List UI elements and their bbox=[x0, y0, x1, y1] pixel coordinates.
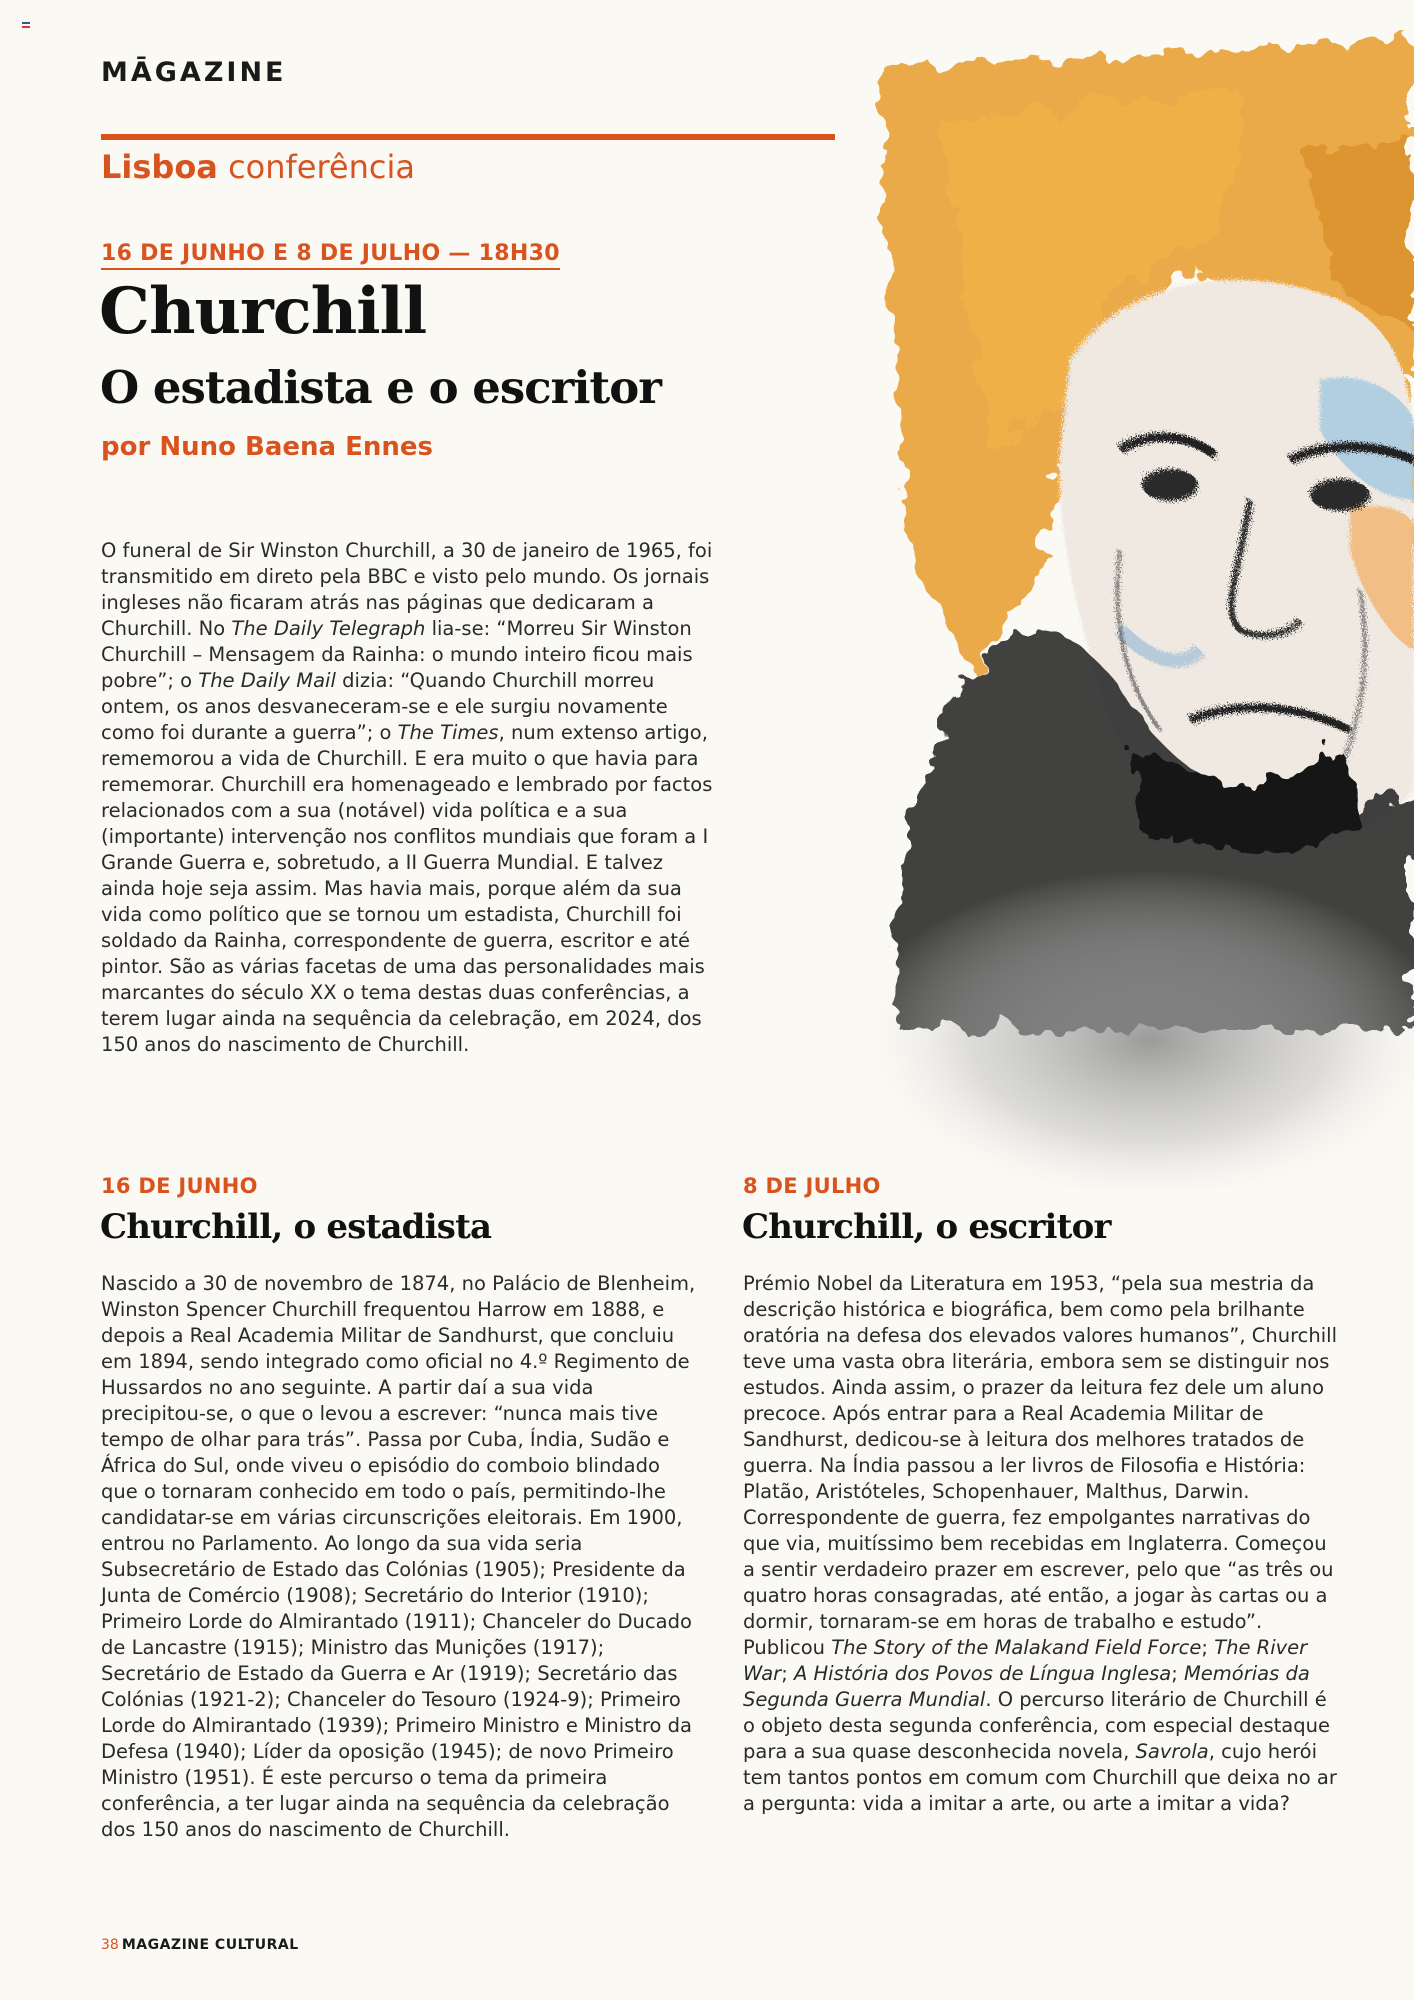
churchill-portrait-illustration bbox=[820, 30, 1414, 1190]
corner-flag-mark bbox=[22, 22, 30, 28]
section-label bbox=[101, 148, 415, 186]
author-byline: por Nuno Baena Ennes bbox=[101, 432, 434, 462]
session1-title: Churchill, o estadista bbox=[100, 1207, 492, 1247]
event-dateline: 16 DE JUNHO E 8 DE JULHO — 18H30 bbox=[101, 241, 560, 270]
page-subtitle: O estadista e o escritor bbox=[100, 361, 661, 414]
page-title: Churchill bbox=[99, 274, 427, 349]
section-city: Lisboa bbox=[101, 148, 218, 186]
session2-date: 8 DE JULHO bbox=[743, 1174, 881, 1198]
intro-paragraph: O funeral de Sir Winston Churchill, a 30 de janeiro de 1965, foi transmitido em direto pela BBC e visto pelo mundo. Os jornais ingleses não ficaram atrás nas páginas que dedicaram a Churchill. No The Daily Telegraph lia-se: “Morreu Sir Winston Churchill – Mensagem da Rainha: o mundo inteiro ficou mais pobre”; o The Daily Mail dizia: “Quando Churchill morreu ontem, os anos desvaneceram-se e ele surgiu novamente como foi durante a guerra”; o The Times, num extenso artigo, rememorou a vida de Churchill. E era muito o que havia para rememorar. Churchill era homenageado e lembrado por factos relacionados com a sua (notável) vida política e a sua (importante) intervenção nos conflitos mundiais que foram a I Grande Guerra e, sobretudo, a II Guerra Mundial. E talvez ainda hoje seja assim. Mas havia mais, porque além da sua vida como político que se tornou um estadista, Churchill foi soldado da Rainha, correspondente de guerra, escritor e até pintor. São as várias facetas de uma das personalidades mais marcantes do século XX o tema destas duas conferências, a terem lugar ainda na sequência da celebração, em 2024, dos 150 anos do nascimento de Churchill. bbox=[101, 539, 713, 1056]
session2-body: Prémio Nobel da Literatura em 1953, “pela sua mestria da descrição histórica e biográfica, bem como pela brilhante oratória na defesa dos elevados valores humanos”, Churchill teve uma vasta obra literária, embora sem se distinguir nos estudos. Ainda assim, o prazer da leitura fez dele um aluno precoce. Após entrar para a Real Academia Militar de Sandhurst, dedicou-se à leitura dos melhores tratados de guerra. Na Índia passou a ler livros de Filosofia e História: Platão, Aristóteles, Schopenhauer, Malthus, Darwin. Correspondente de guerra, fez empolgantes narrativas do que via, muitíssimo bem recebidas em Inglaterra. Começou a sentir verdadeiro prazer em escrever, pelo que “as três ou quatro horas consagradas, até então, a jogar às cartas ou a dormir, tornaram-se em horas de trabalho e estudo”. Publicou The Story of the Malakand Field Force; The River War; A História dos Povos de Língua Inglesa; Memórias da Segunda Guerra Mundial. O percurso literário de Churchill é o objeto desta segunda conferência, com especial destaque para a sua quase desconhecida novela, Savrola, cujo herói tem tantos pontos em comum com Churchill que deixa no ar a pergunta: vida a imitar a arte, ou arte a imitar a vida? bbox=[743, 1272, 1337, 1815]
magazine-brand-logo: MĀGAZINE bbox=[101, 57, 287, 88]
session2-title: Churchill, o escritor bbox=[742, 1207, 1111, 1247]
session1-body: Nascido a 30 de novembro de 1874, no Palácio de Blenheim, Winston Spencer Churchill frequentou Harrow em 1888, e depois a Real Academia Militar de Sandhurst, que concluiu em 1894, sendo integrado como oficial no 4.º Regimento de Hussardos no ano seguinte. A partir daí a sua vida precipitou-se, o que o levou a escrever: “nunca mais tive tempo de olhar para trás”. Passa por Cuba, Índia, Sudão e África do Sul, onde viveu o episódio do comboio blindado que o tornaram conhecido em todo o país, permitindo-lhe candidatar-se em várias circunscrições eleitorais. Em 1900, entrou no Parlamento. Ao longo da sua vida seria Subsecretário de Estado das Colónias (1905); Presidente da Junta de Comércio (1908); Secretário do Interior (1910); Primeiro Lorde do Almirantado (1911); Chanceler do Ducado de Lancastre (1915); Ministro das Munições (1917); Secretário de Estado da Guerra e Ar (1919); Secretário das Colónias (1921-2); Chanceler do Tesouro (1924-9); Primeiro Lorde do Almirantado (1939); Primeiro Ministro e Ministro da Defesa (1940); Líder da oposição (1945); de novo Primeiro Ministro (1951). É este percurso o tema da primeira conferência, a ter lugar ainda na sequência da celebração dos 150 anos do nascimento de Churchill. bbox=[101, 1272, 696, 1841]
page-number: 38 bbox=[101, 1937, 119, 1953]
publication-name: MAGAZINE CULTURAL bbox=[121, 1937, 299, 1953]
session1-date: 16 DE JUNHO bbox=[101, 1174, 258, 1198]
page-footer bbox=[101, 1937, 299, 1953]
top-rule-divider bbox=[101, 134, 835, 140]
section-category: conferência bbox=[228, 148, 415, 186]
